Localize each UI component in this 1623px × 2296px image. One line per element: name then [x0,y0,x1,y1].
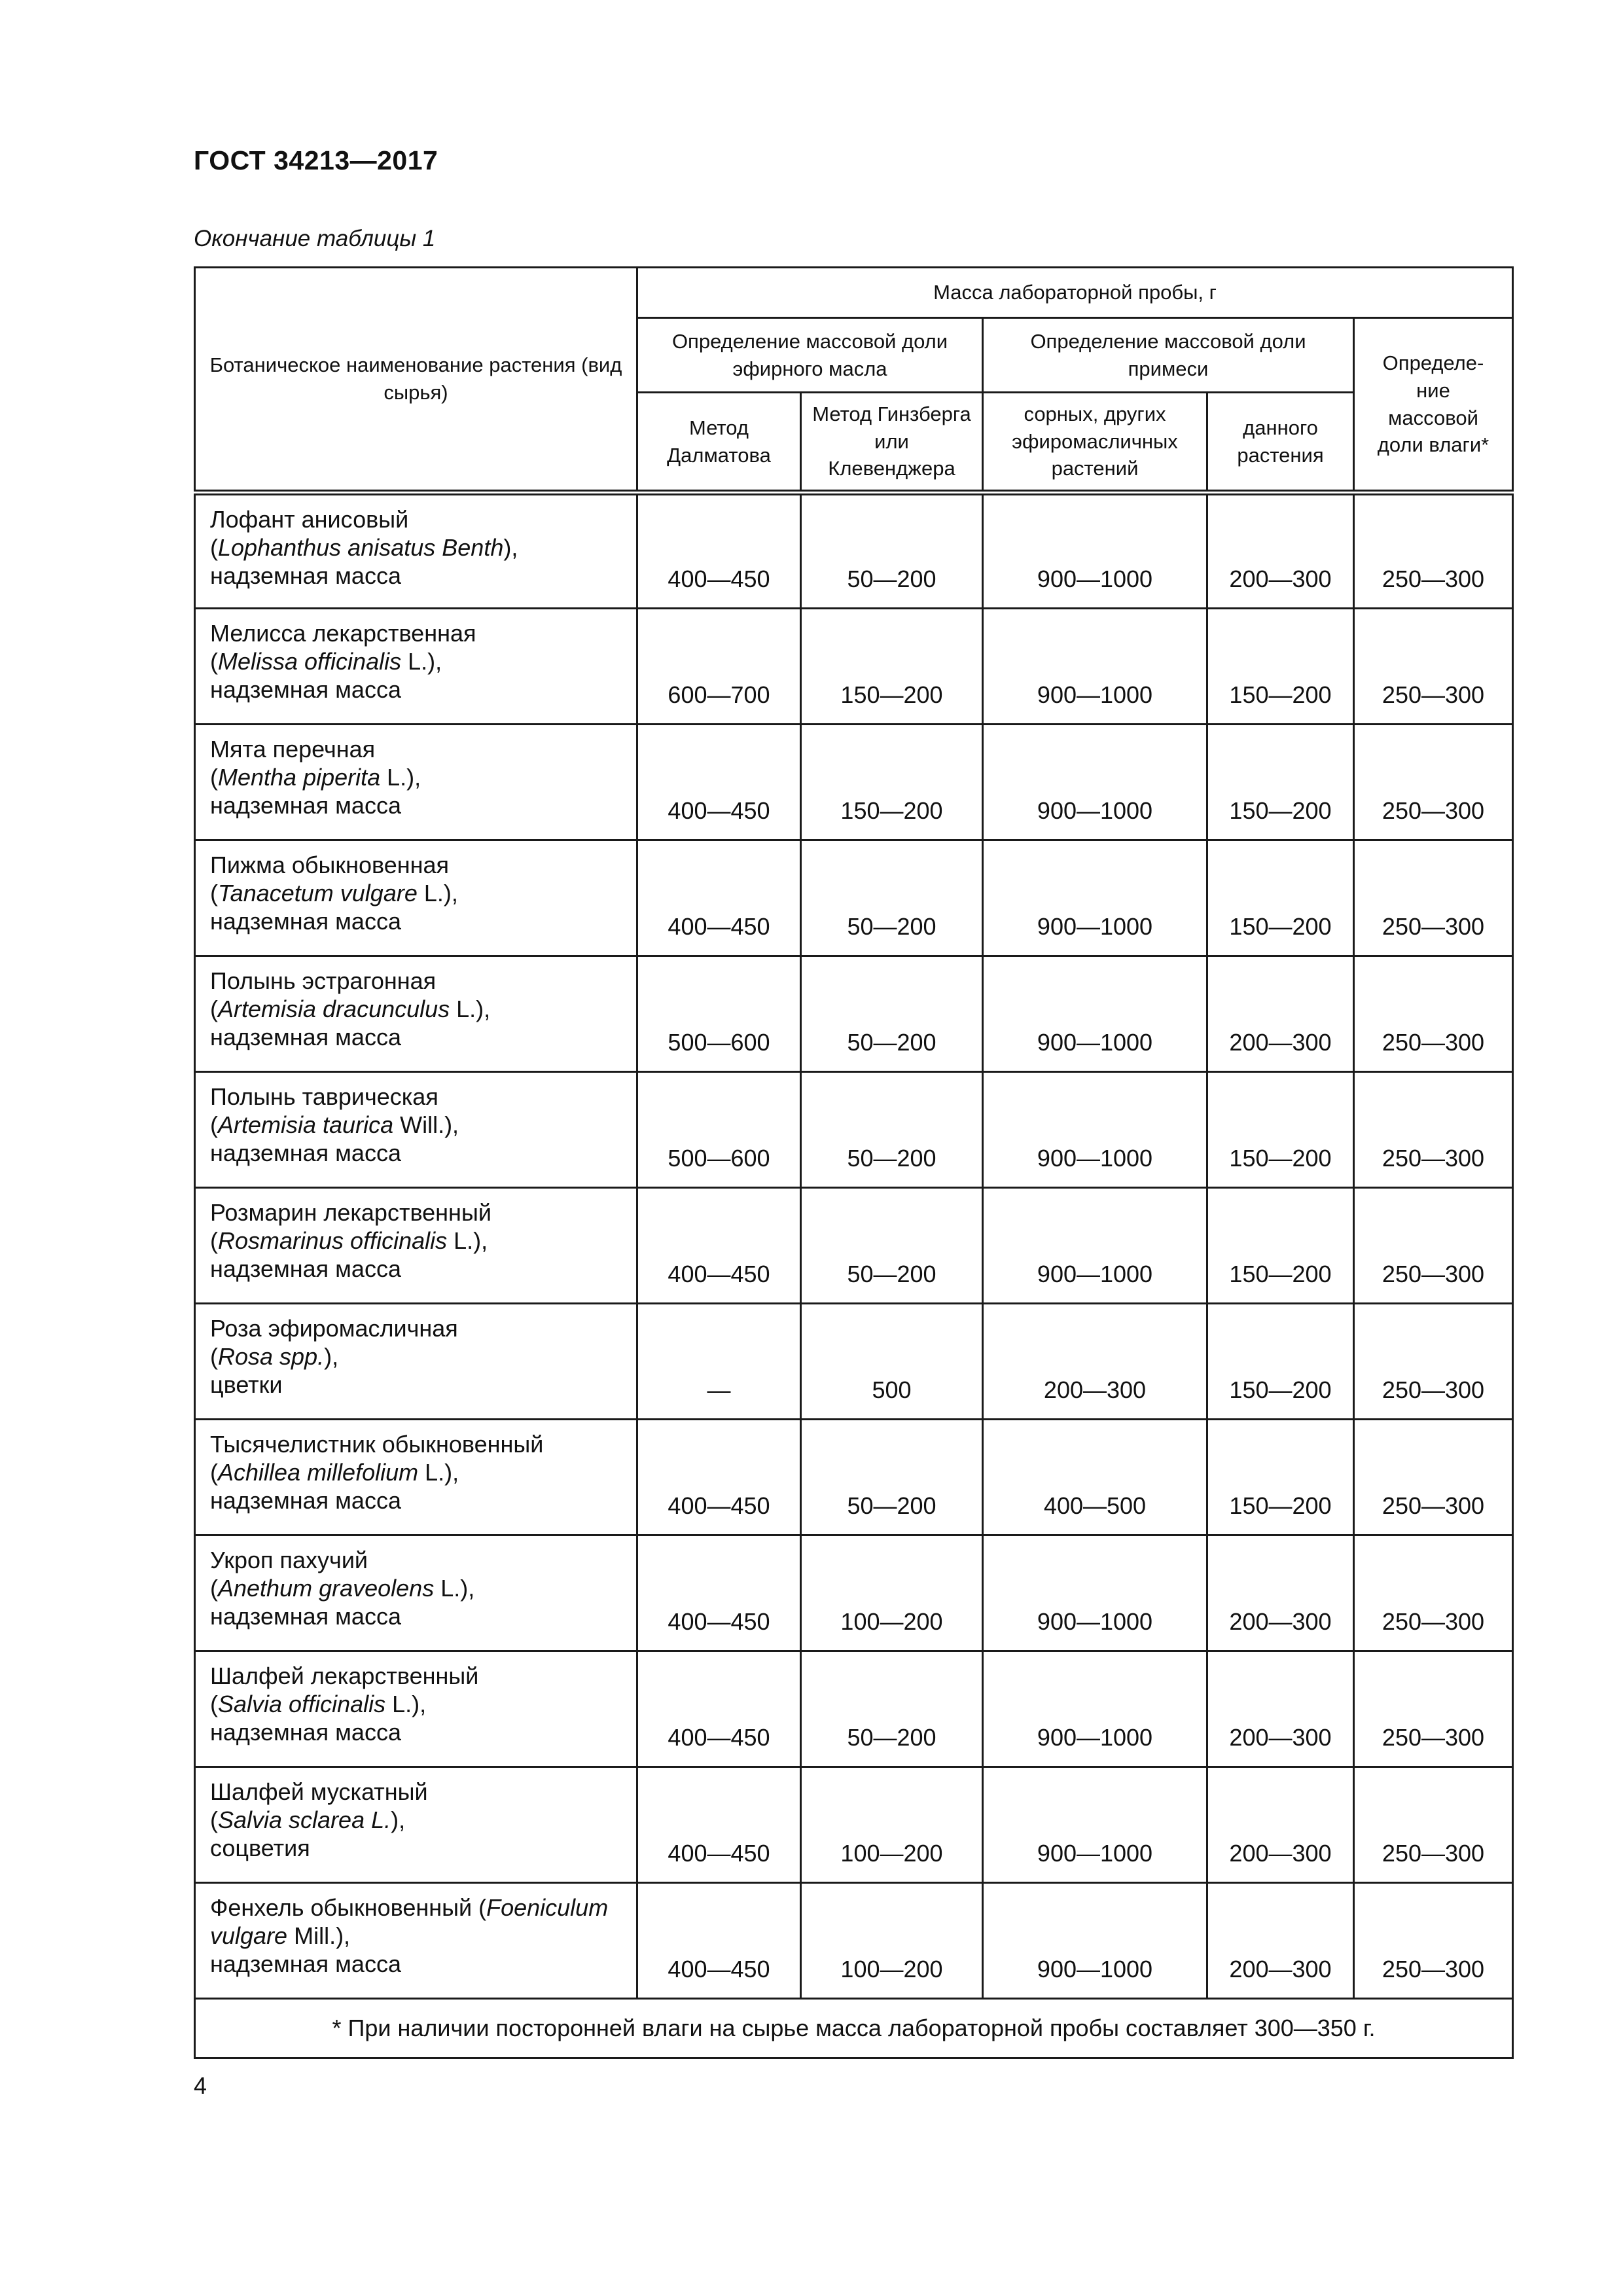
plant-name-cell [195,840,637,956]
table-row [195,1304,1513,1420]
value-cell-dalmatov: 400—450 [637,493,801,609]
value-cell-weeds: 900—1000 [983,956,1207,1072]
plant-part: надземная масса [210,1139,401,1166]
value-cell-dalmatov: 400—450 [637,1420,801,1535]
plant-name-cell [195,956,637,1072]
plant-latin-open: ( [210,1458,218,1486]
value-cell-dalmatov: 400—450 [637,725,801,840]
footnote-row [195,1999,1513,2058]
plant-latin-close: L.), [401,647,442,675]
document-title: ГОСТ 34213—2017 [194,145,438,175]
plant-common-name: Лофант анисовый [210,506,409,533]
value-cell-dalmatov: 600—700 [637,609,801,725]
plant-common-name: Укроп пахучий [210,1547,368,1573]
value-cell-ginsberg: 100—200 [801,1883,983,1999]
plant-latin-open: ( [210,1574,218,1602]
plant-latin-open: ( [210,533,218,561]
plant-latin-name: Salvia sclarea L. [218,1806,391,1833]
plant-latin-open: ( [210,879,218,906]
table-row [195,1072,1513,1188]
value-cell-this-plant: 200—300 [1207,493,1354,609]
plant-latin-name: Salvia officinalis [218,1690,386,1717]
value-cell-ginsberg: 50—200 [801,1651,983,1767]
value-cell-weeds: 900—1000 [983,725,1207,840]
table-row [195,493,1513,609]
table-caption: Окончание таблицы 1 [194,226,436,251]
plant-latin-close: L.), [385,1690,427,1717]
table-footnote: * При наличии посторонней влаги на сырье масса лабораторной пробы составляет 300—350 г. [195,1999,1513,2058]
header-weed-impurity: сорных, других эфиромасличных растений [983,393,1207,493]
value-cell-moisture: 250—300 [1354,1304,1513,1420]
plant-part: надземная масса [210,791,401,819]
table-row [195,840,1513,956]
value-cell-moisture: 250—300 [1354,1188,1513,1304]
plant-latin-open: ( [210,1690,218,1717]
table-row [195,1651,1513,1767]
value-cell-this-plant: 150—200 [1207,725,1354,840]
value-cell-moisture: 250—300 [1354,1651,1513,1767]
value-cell-this-plant: 200—300 [1207,1767,1354,1883]
plant-latin-name: Foeniculum vulgare [210,1894,609,1949]
plant-latin-name: Lophanthus anisatus Benth [218,533,504,561]
value-cell-this-plant: 200—300 [1207,1651,1354,1767]
plant-latin-close: ), [391,1806,406,1833]
plant-name-cell [195,1767,637,1883]
plant-latin-open: ( [210,1111,218,1138]
value-cell-dalmatov: 400—450 [637,1188,801,1304]
plant-part: цветки [210,1371,283,1398]
value-cell-weeds: 900—1000 [983,1072,1207,1188]
value-cell-this-plant: 200—300 [1207,1883,1354,1999]
value-cell-this-plant: 150—200 [1207,1304,1354,1420]
header-plant-name: Ботаническое наименование растения (вид сырья) [195,268,637,493]
plant-latin-name: Melissa officinalis [218,647,402,675]
value-cell-moisture: 250—300 [1354,609,1513,725]
plant-latin-close: L.), [434,1574,475,1602]
value-cell-dalmatov: 400—450 [637,1651,801,1767]
plant-common-name: Мята перечная [210,736,376,762]
plant-name-cell [195,1883,637,1999]
plant-part: надземная масса [210,1602,401,1630]
plant-common-name: Розмарин лекарственный [210,1199,491,1226]
plant-common-name: Пижма обыкновенная [210,852,450,878]
plant-latin-close: ), [324,1342,339,1370]
plant-common-name: Шалфей мускатный [210,1778,428,1805]
value-cell-weeds: 900—1000 [983,1535,1207,1651]
value-cell-this-plant: 150—200 [1207,609,1354,725]
plant-common-name: Полынь таврическая [210,1083,438,1110]
value-cell-ginsberg: 500 [801,1304,983,1420]
value-cell-moisture: 250—300 [1354,493,1513,609]
value-cell-moisture: 250—300 [1354,1767,1513,1883]
plant-latin-close: Will.), [393,1111,459,1138]
plant-latin-close: L.), [418,1458,459,1486]
header-row-1 [195,268,1513,318]
header-dalmatov-method: Метод Далматова [637,393,801,493]
plant-latin-open: ( [210,1806,218,1833]
value-cell-ginsberg: 150—200 [801,725,983,840]
plant-common-name: Фенхель обыкновенный ( [210,1894,487,1921]
plant-common-name: Шалфей лекарственный [210,1662,479,1689]
plant-name-cell [195,1072,637,1188]
value-cell-ginsberg: 100—200 [801,1535,983,1651]
plant-latin-name: Rosa spp. [218,1342,325,1370]
plant-name-cell [195,609,637,725]
value-cell-this-plant: 150—200 [1207,840,1354,956]
plant-latin-name: Mentha piperita [218,763,381,791]
header-oil-fraction: Определение массовой доли эфирного масла [637,318,983,393]
value-cell-dalmatov: 500—600 [637,956,801,1072]
value-cell-moisture: 250—300 [1354,1420,1513,1535]
plant-part: надземная масса [210,907,401,935]
plant-name-cell [195,1651,637,1767]
value-cell-weeds: 900—1000 [983,840,1207,956]
plant-latin-close: L.), [417,879,458,906]
value-cell-ginsberg: 50—200 [801,493,983,609]
value-cell-weeds: 400—500 [983,1420,1207,1535]
plant-part: соцветия [210,1834,310,1861]
header-impurity-fraction: Определение массовой доли примеси [983,318,1354,393]
plant-common-name: Полынь эстрагонная [210,967,437,994]
plant-latin-close: L.), [447,1227,488,1254]
plant-part: надземная масса [210,1023,401,1050]
plant-latin-open: ( [210,763,218,791]
plant-latin-open: ( [210,647,218,675]
plant-common-name: Тысячелистник обыкновенный [210,1431,544,1458]
plant-name-cell [195,1420,637,1535]
header-moisture-fraction: Определе- ние массовой доли влаги* [1354,318,1513,493]
plant-latin-close: Mill.), [287,1922,351,1949]
table-row [195,1188,1513,1304]
table-row [195,609,1513,725]
value-cell-weeds: 900—1000 [983,1767,1207,1883]
table-row [195,1883,1513,1999]
value-cell-this-plant: 150—200 [1207,1420,1354,1535]
table-row [195,1535,1513,1651]
table-row [195,725,1513,840]
page-number: 4 [194,2072,207,2099]
plant-latin-name: Anethum graveolens [218,1574,435,1602]
value-cell-moisture: 250—300 [1354,956,1513,1072]
value-cell-moisture: 250—300 [1354,725,1513,840]
plant-name-cell [195,1535,637,1651]
value-cell-ginsberg: 150—200 [801,609,983,725]
value-cell-dalmatov: — [637,1304,801,1420]
value-cell-weeds: 200—300 [983,1304,1207,1420]
value-cell-weeds: 900—1000 [983,1651,1207,1767]
plant-common-name: Роза эфиромасличная [210,1315,458,1342]
plant-latin-close: L.), [450,995,491,1022]
value-cell-dalmatov: 400—450 [637,1883,801,1999]
plant-name-cell [195,725,637,840]
plant-latin-name: Achillea millefolium [218,1458,419,1486]
plant-latin-name: Tanacetum vulgare [218,879,418,906]
plant-latin-close: ), [503,533,518,561]
table-row [195,1767,1513,1883]
value-cell-this-plant: 200—300 [1207,956,1354,1072]
plant-name-cell [195,493,637,609]
plant-part: надземная масса [210,675,401,703]
table-row [195,956,1513,1072]
header-lab-sample-mass: Масса лабораторной пробы, г [637,268,1513,318]
value-cell-moisture: 250—300 [1354,1883,1513,1999]
plant-latin-close: L.), [380,763,421,791]
plant-part: надземная масса [210,1486,401,1514]
plant-part: надземная масса [210,1255,401,1282]
plant-part: надземная масса [210,562,401,589]
plant-part: надземная масса [210,1718,401,1746]
plant-latin-name: Rosmarinus officinalis [218,1227,448,1254]
header-ginsberg-method: Метод Гинзберга или Клевенджера [801,393,983,493]
value-cell-ginsberg: 50—200 [801,1072,983,1188]
plant-latin-name: Artemisia taurica [218,1111,394,1138]
plant-name-cell [195,1188,637,1304]
data-table [194,266,1514,2059]
value-cell-ginsberg: 50—200 [801,840,983,956]
plant-common-name: Мелисса лекарственная [210,620,476,647]
value-cell-moisture: 250—300 [1354,840,1513,956]
value-cell-dalmatov: 400—450 [637,840,801,956]
header-this-plant: данного растения [1207,393,1354,493]
value-cell-weeds: 900—1000 [983,1188,1207,1304]
value-cell-weeds: 900—1000 [983,1883,1207,1999]
plant-name-cell [195,1304,637,1420]
plant-latin-open: ( [210,995,218,1022]
plant-latin-open: ( [210,1342,218,1370]
value-cell-ginsberg: 50—200 [801,1420,983,1535]
plant-part: надземная масса [210,1950,401,1977]
value-cell-dalmatov: 500—600 [637,1072,801,1188]
plant-latin-name: Artemisia dracunculus [218,995,450,1022]
value-cell-this-plant: 200—300 [1207,1535,1354,1651]
value-cell-this-plant: 150—200 [1207,1072,1354,1188]
value-cell-dalmatov: 400—450 [637,1535,801,1651]
value-cell-this-plant: 150—200 [1207,1188,1354,1304]
value-cell-dalmatov: 400—450 [637,1767,801,1883]
table-row [195,1420,1513,1535]
value-cell-ginsberg: 100—200 [801,1767,983,1883]
value-cell-weeds: 900—1000 [983,493,1207,609]
value-cell-moisture: 250—300 [1354,1535,1513,1651]
plant-latin-open: ( [210,1227,218,1254]
value-cell-moisture: 250—300 [1354,1072,1513,1188]
value-cell-ginsberg: 50—200 [801,1188,983,1304]
value-cell-ginsberg: 50—200 [801,956,983,1072]
value-cell-weeds: 900—1000 [983,609,1207,725]
